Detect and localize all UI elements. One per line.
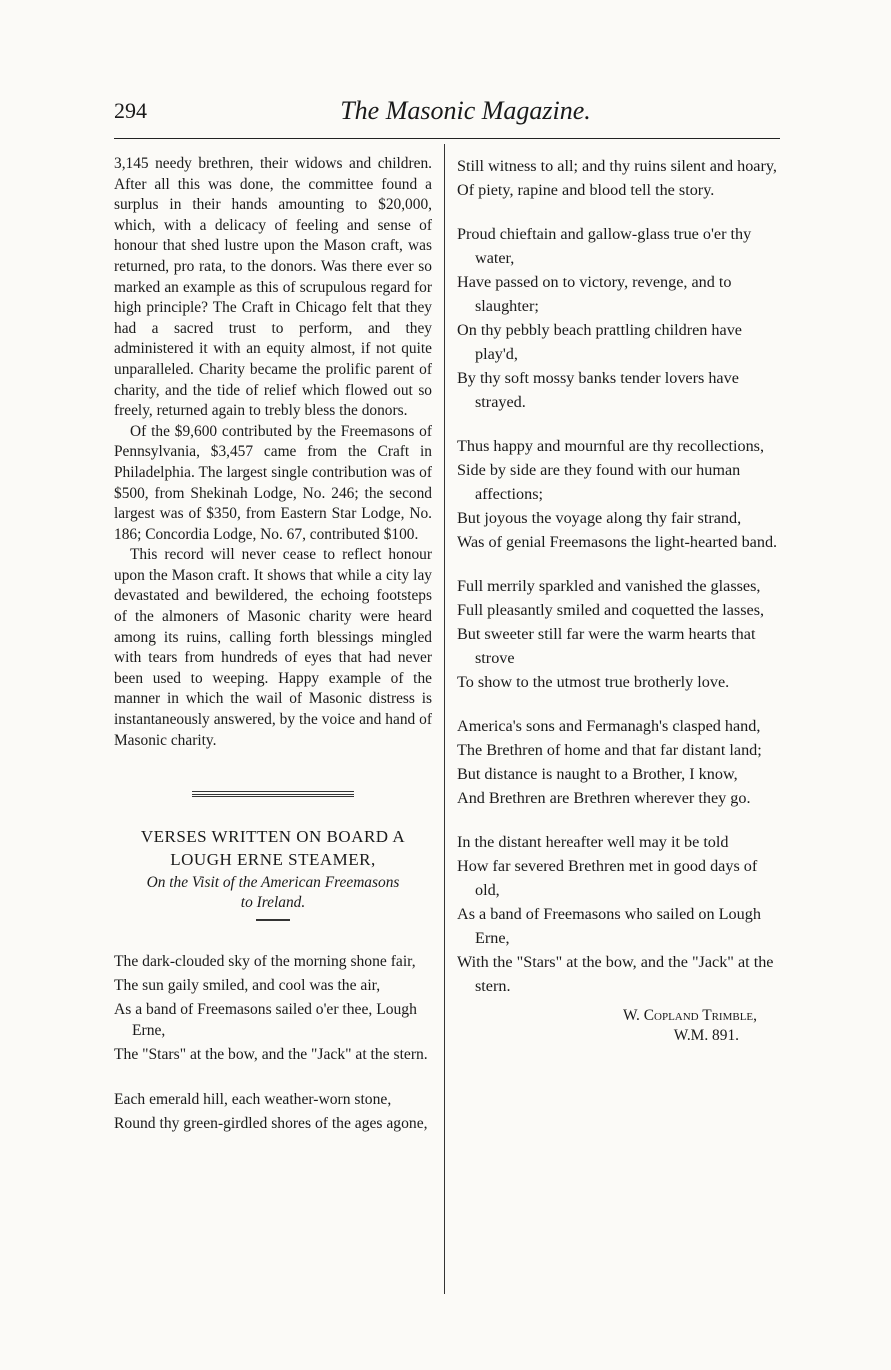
poem-stanza — [114, 951, 432, 1065]
poem-stanza — [114, 1089, 432, 1134]
poem-stanza — [457, 434, 779, 554]
poem-stanza — [457, 574, 779, 694]
verse-line: How far severed Brethren met in good days of old, — [457, 857, 758, 899]
verse-line: Each emerald hill, each weather-worn stone, — [114, 1091, 392, 1109]
author-signature — [457, 1006, 779, 1046]
verse-line: Round thy green-girdled shores of the ages agone, — [114, 1115, 428, 1133]
right-column — [457, 154, 779, 1046]
poem-subtitle-line: to Ireland. — [240, 894, 306, 912]
verse-line: Have passed on to victory, revenge, and to slaughter; — [457, 273, 732, 315]
verse-line: The "Stars" at the bow, and the "Jack" at the stern. — [114, 1046, 428, 1064]
verse-line: But joyous the voyage along thy fair strand, — [457, 509, 742, 527]
verse-line: Full merrily sparkled and vanished the glasses, — [457, 577, 761, 595]
section-divider — [192, 791, 354, 797]
verse-line: But sweeter still far were the warm hearts that strove — [457, 625, 756, 667]
author-rank: W.M. 891. — [673, 1027, 739, 1044]
poem-subtitle-line: On the Visit of the American Freemasons — [146, 874, 400, 892]
poem-stanza — [457, 222, 779, 414]
poem-stanza — [457, 830, 779, 998]
poem-title-line: LOUGH ERNE STEAMER, — [170, 850, 376, 870]
verse-line: Still witness to all; and thy ruins silent and hoary, — [457, 157, 777, 175]
verse-line: Proud chieftain and gallow-glass true o'er thy water, — [457, 225, 752, 267]
running-title: The Masonic Magazine. — [340, 96, 591, 125]
verse-line: The sun gaily smiled, and cool was the air, — [114, 977, 381, 995]
verse-line: Was of genial Freemasons the light-hearted band. — [457, 533, 778, 551]
title-rule — [256, 919, 290, 921]
verse-line: To show to the utmost true brotherly love. — [457, 673, 730, 691]
verse-line: Side by side are they found with our human affections; — [457, 461, 741, 503]
page-number: 294 — [114, 98, 147, 123]
poem-stanza — [457, 154, 779, 202]
verse-line: And Brethren are Brethren wherever they go. — [457, 789, 751, 807]
verse-line: As a band of Freemasons sailed o'er thee, Lough Erne, — [114, 1001, 417, 1040]
article-paragraph: 3,145 needy brethren, their widows and children. After all this was done, the committee found a surplus in their hands amounting to $20,000, which, with a delicacy of feeling and sense of honour that shed lustre upon the Mason craft, was returned, pro rata, to the donors. Was there ever so marked an example as this of scrupulous regard for high principle? The Craft in Chicago felt that they had a sacred trust to perform, and they administered it with an equity almost, if not quite unparalleled. Charity became the prolific parent of charity, and the tide of relief which flowed out so freely, returned again to trebly bless the donors. — [114, 155, 432, 420]
verse-line: The dark-clouded sky of the morning shone fair, — [114, 953, 416, 971]
verse-line: America's sons and Fermanagh's clasped hand, — [457, 717, 761, 735]
article-paragraph: This record will never cease to reflect honour upon the Mason craft. It shows that while a city lay devastated and bewildered, the echoing footsteps of the almoners of Masonic charity were heard among its ruins, calling forth blessings mingled with tears from hundreds of eyes that had never been used to weeping. Happy example of the manner in which the wail of Masonic distress is instantaneously answered, by the voice and hand of Masonic charity. — [114, 546, 432, 749]
poem-title — [114, 825, 432, 871]
poem-subtitle — [114, 873, 432, 913]
verse-line: Of piety, rapine and blood tell the story. — [457, 181, 715, 199]
verse-line: As a band of Freemasons who sailed on Lough Erne, — [457, 905, 761, 947]
author-name: W. Copland Trimble, — [622, 1007, 757, 1024]
verse-line: But distance is naught to a Brother, I know, — [457, 765, 738, 783]
verse-line: On thy pebbly beach prattling children have play'd, — [457, 321, 742, 363]
verse-line: The Brethren of home and that far distant land; — [457, 741, 762, 759]
article-paragraph: Of the $9,600 contributed by the Freemasons of Pennsylvania, $3,457 came from the Craft in Philadelphia. The largest single contribution was of $500, from Shekinah Lodge, No. 246; the second largest was of $350, from Eastern Star Lodge, No. 186; Concordia Lodge, No. 67, contributed $100. — [114, 422, 432, 543]
verse-line: With the "Stars" at the bow, and the "Jack" at the stern. — [457, 953, 774, 995]
poem-title-line: VERSES WRITTEN ON BOARD A — [140, 827, 406, 847]
verse-line: Thus happy and mournful are thy recollections, — [457, 437, 765, 455]
column-divider — [444, 144, 445, 1294]
header-rule — [114, 138, 780, 139]
verse-line: In the distant hereafter well may it be told — [457, 833, 729, 851]
verse-line: By thy soft mossy banks tender lovers have strayed. — [457, 369, 739, 411]
left-column — [114, 154, 432, 1137]
poem-stanza — [457, 714, 779, 810]
verse-line: Full pleasantly smiled and coquetted the lasses, — [457, 601, 765, 619]
